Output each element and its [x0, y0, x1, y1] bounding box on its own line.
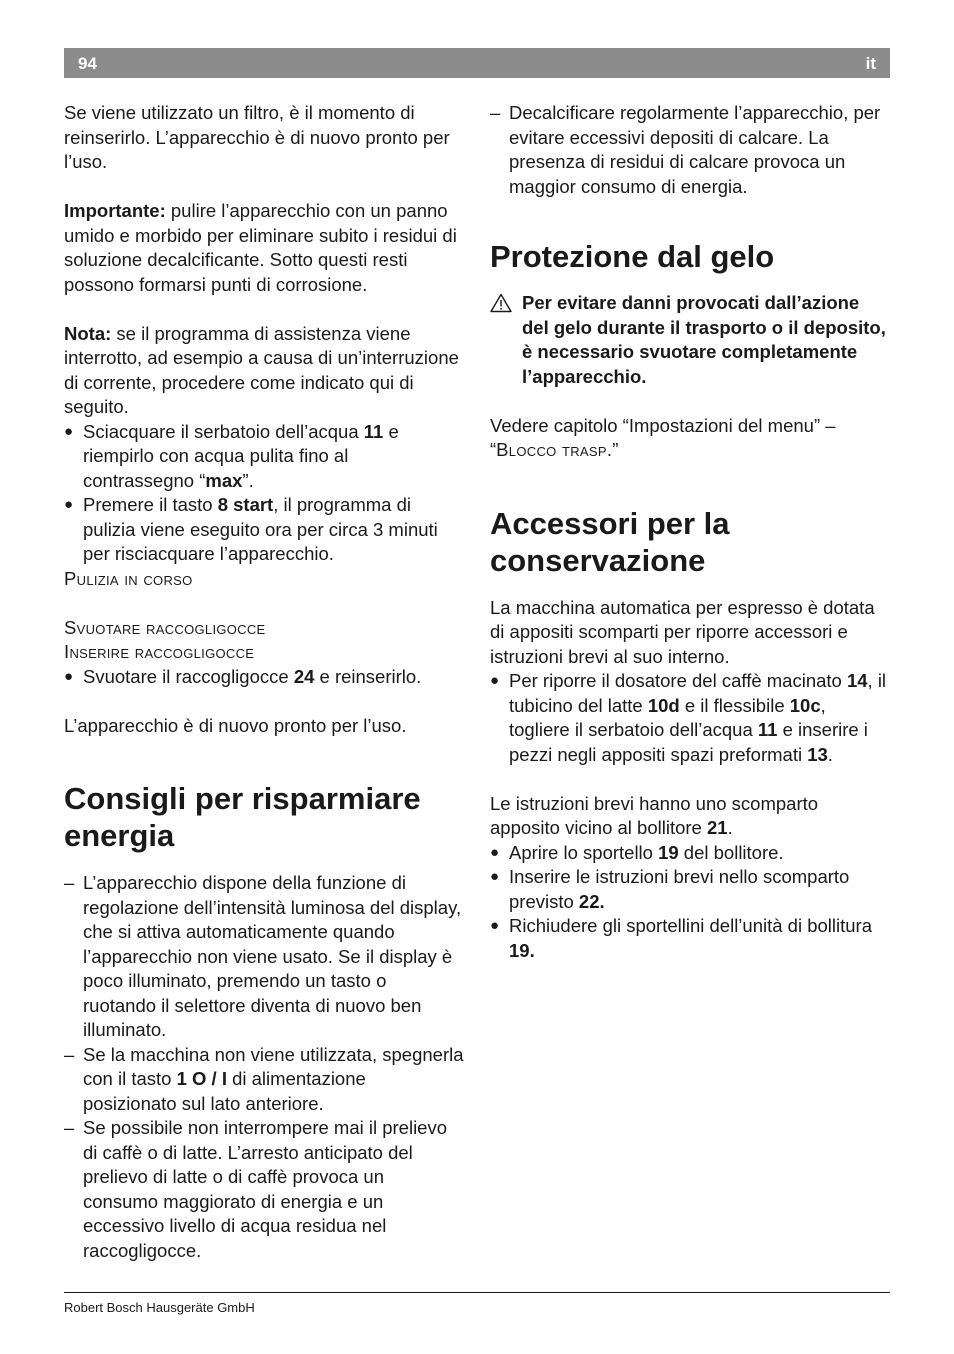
part-number: 22.	[578, 890, 605, 912]
list-item-text: e riempirlo con acqua pulita fino al contrassegno “	[83, 420, 399, 491]
display-message: Pulizia in corso	[64, 567, 193, 589]
warning-block	[490, 291, 890, 389]
list-item	[64, 1116, 464, 1263]
list-item-text: Se la macchina non viene utilizzata, spegnerla con il tasto	[83, 1043, 464, 1089]
dash-icon: –	[64, 872, 75, 893]
storage-paragraph: La macchina automatica per espresso è dotata di appositi scomparti per riporre accessori e istruzioni brevi al suo interno.	[490, 596, 875, 667]
filter-paragraph: Se viene utilizzato un filtro, è il momento di reinserirlo. L’apparecchio è di nuovo pronto per l’uso.	[64, 102, 450, 172]
list-item	[490, 914, 890, 963]
list-item	[64, 420, 464, 494]
paragraph-text: Le istruzioni brevi hanno uno scomparto apposito vicino al bollitore	[490, 792, 819, 838]
bullet-icon: ●	[490, 868, 500, 885]
warning-text: Per evitare danni provocati dall’azione del gelo durante il trasporto o il deposito, è necessario svuotare completamente l’apparecchio.	[522, 292, 886, 387]
page-number: 94	[78, 54, 97, 73]
bullet-icon: ●	[490, 843, 500, 861]
part-number: 11	[363, 420, 384, 442]
bullet-icon: ●	[64, 667, 74, 685]
max-mark-label: max	[205, 469, 243, 491]
list-item	[64, 1043, 464, 1117]
list-item-text: Richiudere gli sportellini dell’unità di bollitura	[509, 915, 872, 936]
list-item-text: .	[827, 743, 833, 765]
bullet-icon: ●	[64, 422, 74, 440]
footer-divider	[64, 1292, 890, 1293]
list-item-text: ”.	[242, 469, 254, 491]
list-item-text: L’apparecchio dispone della funzione di regolazione dell’intensità luminosa del display, che si attiva automaticamente quando l’apparecchio non viene usato. Se il display è poco illuminato, premendo un tasto o ruotando il selettore diventa di nuovo ben illuminato.	[83, 872, 462, 1040]
see-chapter-text: Vedere capitolo “Impostazioni del menu” – “	[490, 414, 836, 460]
heading-frost-protection: Protezione dal gelo	[490, 239, 775, 274]
display-message: Svuotare raccogligocce	[64, 616, 266, 638]
button-reference: 1 O / I	[176, 1068, 227, 1089]
dash-icon: –	[64, 1043, 75, 1065]
dash-icon: –	[490, 102, 501, 123]
part-number: 14	[846, 670, 868, 691]
see-chapter-paragraph	[490, 414, 890, 463]
note-label: Nota:	[64, 322, 112, 344]
language-code: it	[865, 54, 876, 73]
brief-instructions-paragraph	[490, 792, 890, 841]
list-item-text: Premere il tasto	[83, 494, 218, 515]
list-item-text: Decalcificare regolarmente l’apparecchio, per evitare eccessivi depositi di calcare. La presenza di residui di calcare provoca un maggior consumo di energia.	[509, 102, 881, 197]
bullet-icon: ●	[490, 917, 500, 934]
list-item-text: e il flessibile	[679, 694, 790, 716]
list-item-text: Sciacquare il serbatoio dell’acqua	[83, 420, 364, 442]
list-item-text: di alimentazione posizionato sul lato anteriore.	[83, 1068, 366, 1114]
part-number: 10d	[647, 694, 680, 716]
note-paragraph	[64, 322, 464, 420]
part-number: 10c	[789, 694, 821, 716]
button-reference: 8 start	[217, 494, 274, 515]
bullet-icon: ●	[490, 672, 500, 689]
list-item-text: Inserire le istruzioni brevi nello scomparto previsto	[509, 866, 850, 912]
list-item	[64, 871, 464, 1043]
list-item	[64, 493, 464, 567]
dash-icon: –	[64, 1117, 75, 1138]
important-label: Importante:	[64, 200, 166, 221]
bullet-icon: ●	[64, 496, 74, 513]
part-number: 21	[707, 817, 728, 838]
left-column	[64, 101, 464, 1263]
part-number: 11	[757, 719, 778, 740]
display-message: Blocco trasp.	[496, 439, 613, 460]
list-item	[490, 669, 890, 767]
note-text: se il programma di assistenza viene interrotto, ad esempio a causa di un’interruzione di corrente, procedere come indicato qui di seguito.	[64, 322, 459, 417]
list-item-text: , togliere il serbatoio dell’acqua	[509, 694, 826, 740]
right-column	[490, 101, 890, 963]
list-item	[64, 665, 464, 690]
ready-paragraph: L’apparecchio è di nuovo pronto per l’uso.	[64, 714, 407, 736]
list-item	[490, 841, 890, 866]
heading-energy-saving: Consigli per risparmiare energia	[64, 781, 421, 853]
part-number: 24	[293, 665, 315, 687]
important-text: pulire l’apparecchio con un panno umido e morbido per eliminare subito i residui di soluzione decalcificante. Sotto questi resti possono formarsi punti di corrosione.	[64, 200, 457, 295]
warning-triangle-icon	[490, 293, 512, 313]
part-number: 19.	[509, 939, 535, 961]
list-item-text: Se possibile non interrompere mai il prelievo di caffè o di latte. L’arresto anticipato del prelievo di latte o di caffè provoca un consumo maggiorato di energia e un eccessivo livello di acqua residua nel raccogligocce.	[83, 1117, 448, 1261]
heading-storage-accessories: Accessori per la conservazione	[490, 505, 730, 578]
see-chapter-text: ”	[612, 439, 619, 460]
list-item-text: e inserire i pezzi negli appositi spazi preformati	[509, 719, 868, 765]
list-item-text: e reinserirlo.	[314, 665, 422, 687]
list-item-text: Per riporre il dosatore del caffè macinato	[509, 670, 847, 691]
page-header-bar	[64, 48, 890, 78]
list-item	[490, 865, 890, 914]
list-item-text: Aprire lo sportello	[509, 841, 659, 863]
important-paragraph	[64, 199, 464, 297]
list-item-text: del bollitore.	[678, 841, 784, 863]
paragraph-text: .	[727, 817, 733, 838]
part-number: 13	[807, 743, 828, 765]
part-number: 19	[658, 841, 679, 863]
list-item-text: , il programma di pulizia viene eseguito ora per circa 3 minuti per risciacquare l’apparecchio.	[83, 494, 438, 564]
footer-company: Robert Bosch Hausgeräte GmbH	[64, 1300, 255, 1315]
display-message: Inserire raccogligocce	[64, 641, 255, 662]
list-item	[490, 101, 890, 199]
list-item-text: , il tubicino del latte	[509, 670, 887, 716]
list-item-text: Svuotare il raccogligocce	[83, 665, 294, 687]
